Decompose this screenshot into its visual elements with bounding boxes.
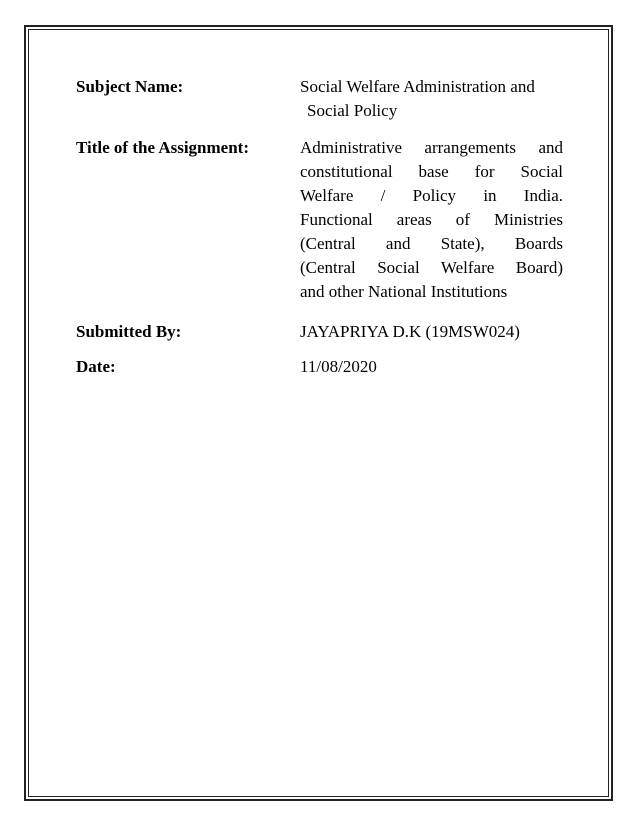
- submitted-by-label: Submitted By:: [76, 322, 182, 341]
- assignment-title-line-4: Functional areas of Ministries: [300, 210, 563, 229]
- assignment-title-line-6: (Central Social Welfare Board): [300, 258, 563, 277]
- date-text: 11/08/2020: [300, 357, 377, 376]
- date-label: Date:: [76, 357, 116, 376]
- assignment-title-line-7: and other National Institutions: [300, 282, 508, 301]
- date-value: [300, 355, 563, 379]
- submitted-by-text: JAYAPRIYA D.K (19MSW024): [300, 322, 520, 341]
- subject-name-value: [300, 75, 563, 123]
- assignment-title-label: Title of the Assignment:: [76, 138, 249, 157]
- assignment-title-value: [300, 136, 563, 304]
- assignment-title-line-3: Welfare / Policy in India.: [300, 186, 563, 205]
- assignment-title-line-1: Administrative arrangements and: [300, 138, 563, 157]
- subject-name-label: Subject Name:: [76, 77, 184, 96]
- submitted-by-value: [300, 320, 563, 344]
- assignment-title-line-2: constitutional base for Social: [300, 162, 563, 181]
- subject-name-line-2: Social Policy: [307, 101, 398, 120]
- assignment-title-line-5: (Central and State), Boards: [300, 234, 563, 253]
- subject-name-line-1: Social Welfare Administration and: [300, 77, 535, 96]
